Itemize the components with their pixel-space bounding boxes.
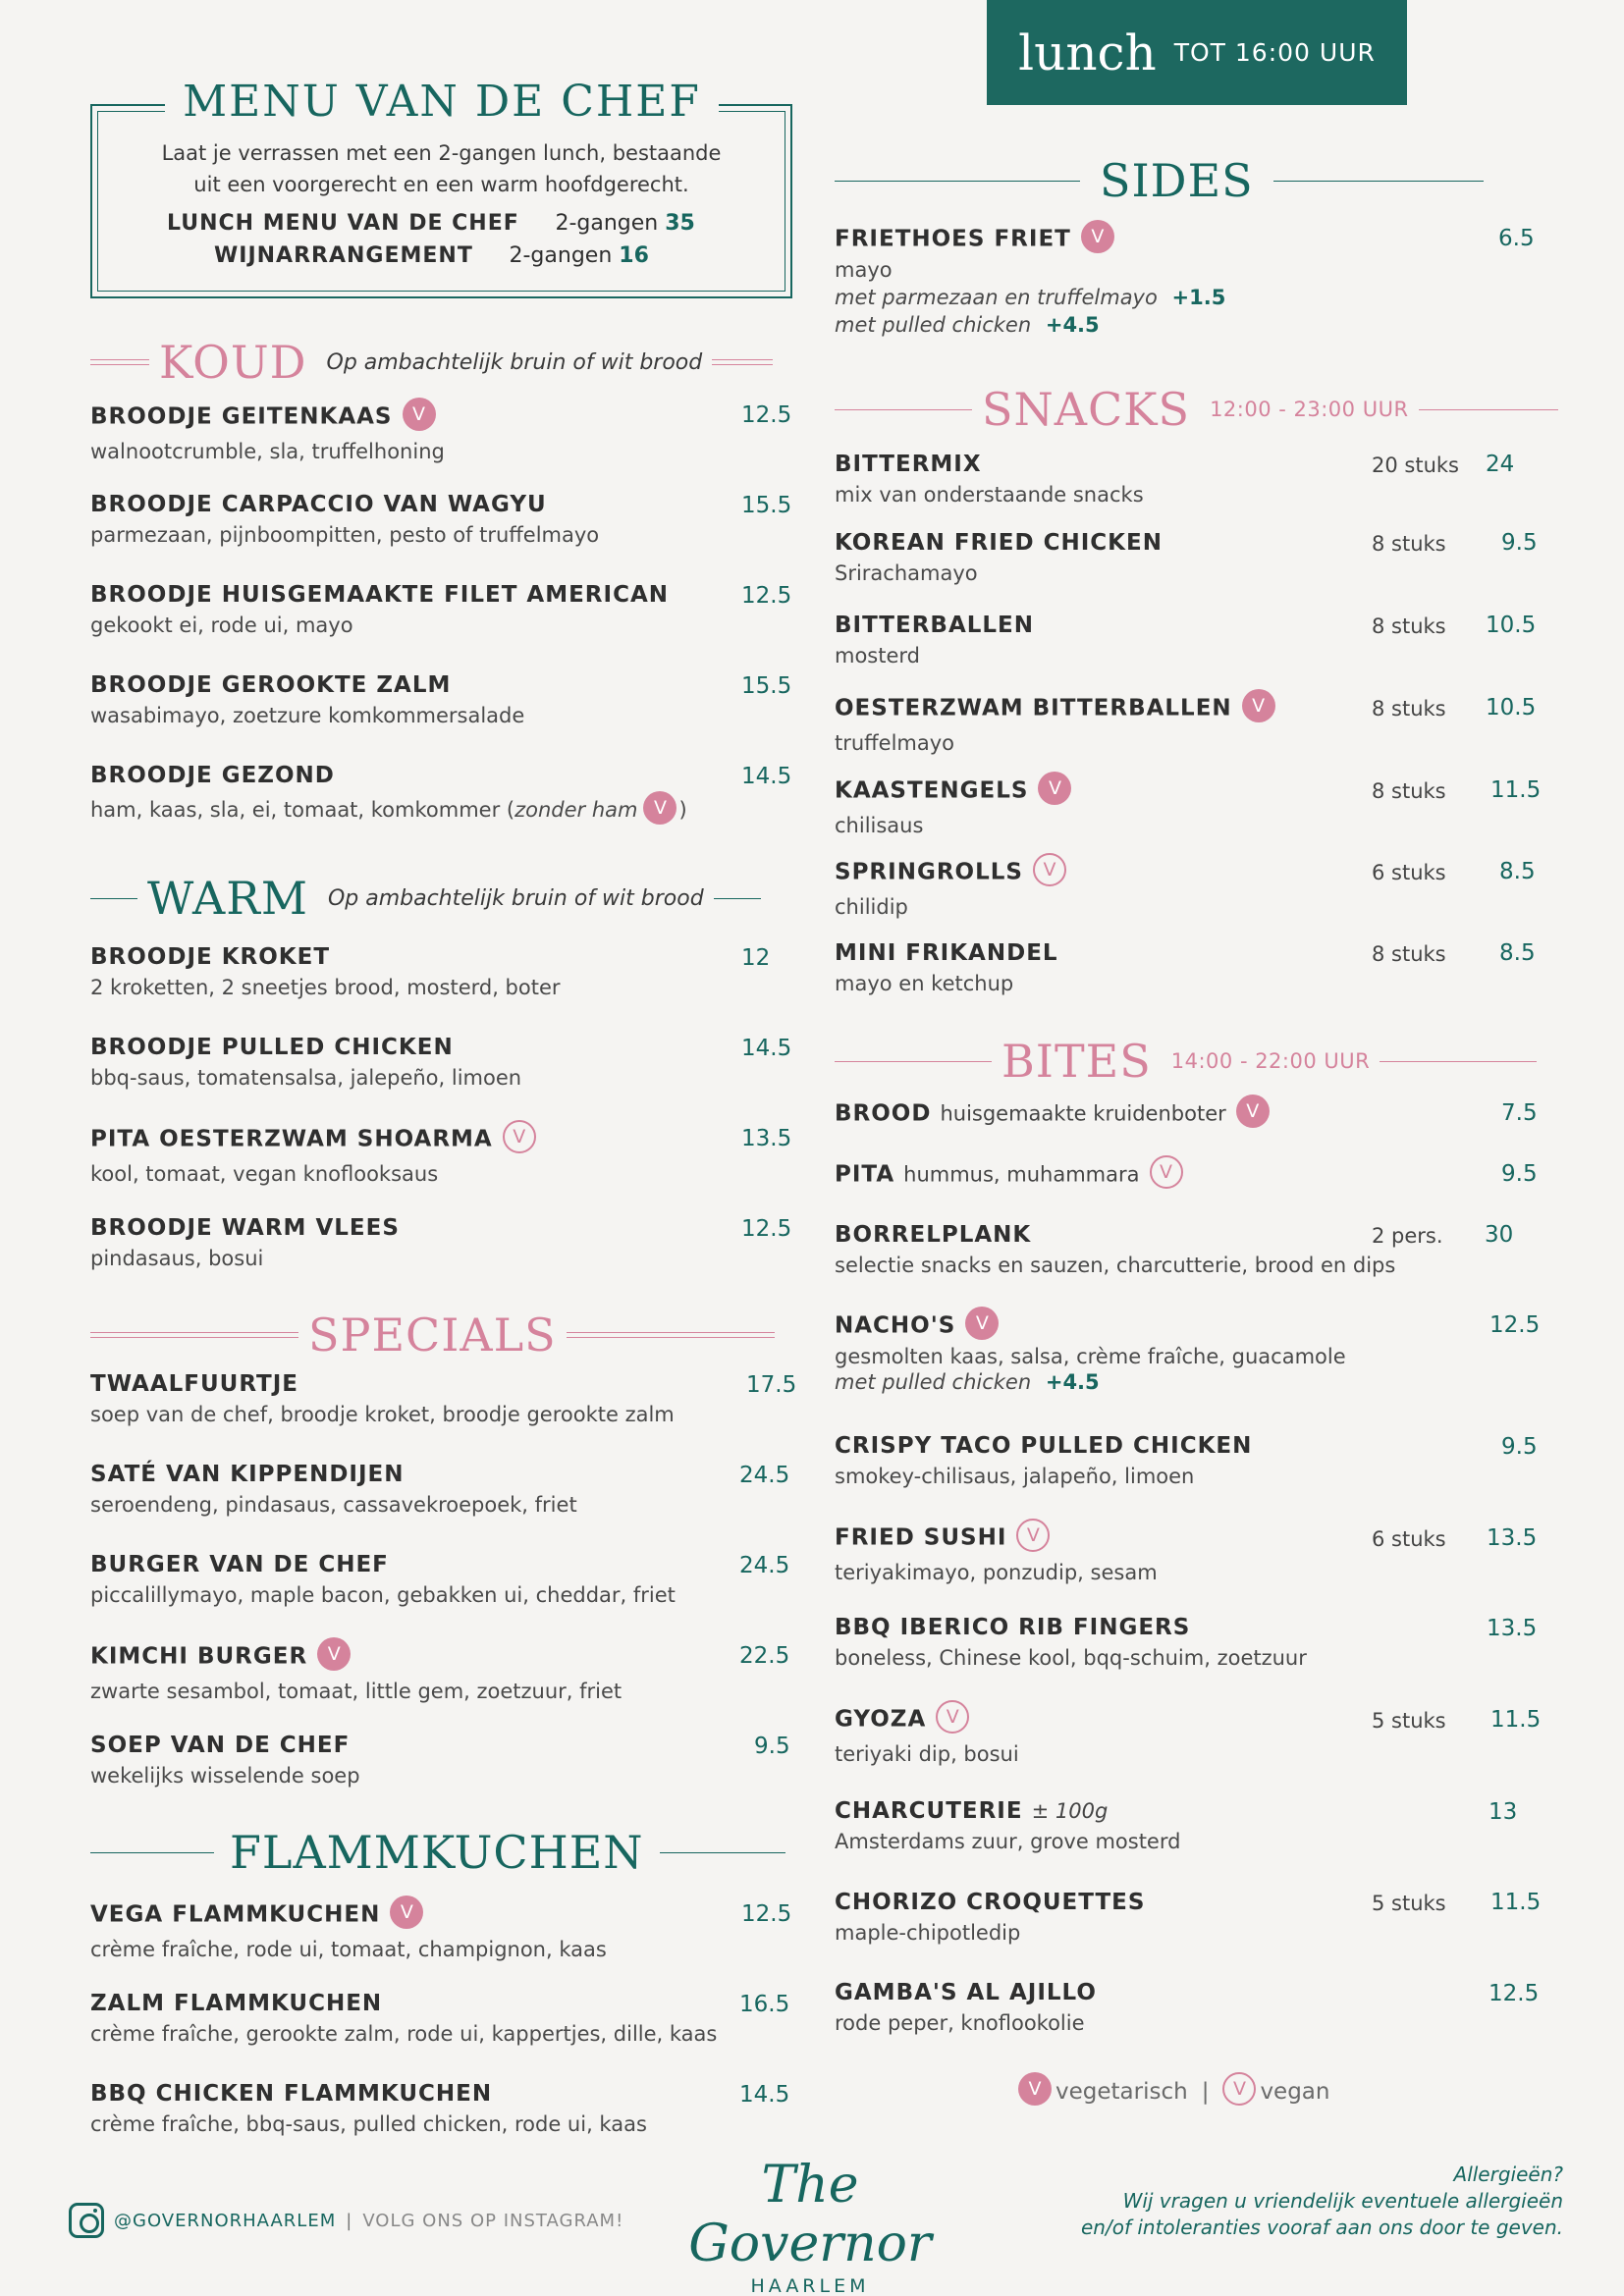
vegetarian-icon: V: [1038, 772, 1071, 805]
vegan-icon: V: [936, 1700, 969, 1734]
item-price: 8.5: [1499, 940, 1536, 966]
list-item: KOREAN FRIED CHICKEN Srirachamayo: [835, 530, 1163, 585]
item-quantity: 8 stuks: [1372, 942, 1446, 966]
item-price: 12.5: [741, 1901, 792, 1927]
vegetarian-icon: V: [1242, 689, 1275, 722]
list-item: NACHO'S V gesmolten kaas, salsa, crème fraîche, guacamole met pulled chicken +4.5: [835, 1309, 1346, 1394]
section-warm: [90, 872, 761, 925]
item-price: 24.5: [739, 1553, 790, 1578]
section-warm-note: Op ambachtelijk bruin of wit brood: [327, 885, 704, 911]
footer-separator: |: [346, 2210, 353, 2231]
vegetarian-icon: V: [643, 791, 677, 825]
item-price: 15.5: [741, 493, 792, 518]
list-item: SOEP VAN DE CHEF wekelijks wisselende soep: [90, 1733, 360, 1788]
governor-logo: [668, 2156, 952, 2296]
list-item: BROODJE GEROOKTE ZALM wasabimayo, zoetzure komkommersalade: [90, 672, 525, 727]
item-price: 14.5: [741, 1036, 792, 1061]
instagram-icon: [69, 2203, 104, 2238]
list-item: BBQ IBERICO RIB FINGERS boneless, Chinese kool, bqq-schuim, zoetzuur: [835, 1615, 1307, 1670]
list-item: BROODJE CARPACCIO VAN WAGYU parmezaan, pijnboompitten, pesto of truffelmayo: [90, 492, 600, 547]
list-item: SATÉ VAN KIPPENDIJEN seroendeng, pindasaus, cassavekroepoek, friet: [90, 1462, 577, 1517]
section-snacks-title: SNACKS: [982, 383, 1191, 436]
item-price: 17.5: [746, 1372, 797, 1398]
list-item: VEGA FLAMMKUCHEN V crème fraîche, rode ui, tomaat, champignon, kaas: [90, 1898, 607, 1961]
item-price: 12: [741, 945, 771, 971]
vegetarian-icon: V: [965, 1307, 999, 1340]
vegetarian-icon: V: [403, 398, 436, 431]
list-item: MINI FRIKANDEL mayo en ketchup: [835, 940, 1058, 995]
item-price: 12.5: [741, 402, 792, 428]
item-price: 9.5: [754, 1734, 790, 1759]
item-price: 13.5: [1487, 1525, 1538, 1551]
logo-city: HAARLEM: [750, 2275, 870, 2296]
item-quantity: 2 pers.: [1372, 1224, 1443, 1248]
section-koud-note: Op ambachtelijk bruin of wit brood: [326, 349, 703, 375]
list-item: FRIETHOES FRIET V mayo met parmezaan en truffelmayo +1.5 met pulled chicken +4.5: [835, 223, 1225, 337]
list-item: TWAALFUURTJE soep van de chef, broodje kroket, broodje gerookte zalm: [90, 1371, 675, 1426]
list-item: FRIED SUSHI V teriyakimayo, ponzudip, sesam: [835, 1522, 1158, 1584]
list-item: BBQ CHICKEN FLAMMKUCHEN crème fraîche, bbq-saus, pulled chicken, rode ui, kaas: [90, 2081, 647, 2136]
item-price: 12.5: [741, 1216, 792, 1242]
list-item: KAASTENGELS V chilisaus: [835, 774, 1071, 837]
item-price: 22.5: [739, 1643, 790, 1669]
vegan-icon: V: [1016, 1519, 1050, 1552]
vegetarian-icon: V: [390, 1896, 423, 1929]
section-bites-title: BITES: [1001, 1035, 1152, 1088]
list-item: CHORIZO CROQUETTES maple-chipotledip: [835, 1890, 1146, 1945]
item-price: 13: [1489, 1799, 1518, 1825]
list-item: BITTERMIX mix van onderstaande snacks: [835, 452, 1144, 507]
section-bites-hours: 14:00 - 22:00 UUR: [1170, 1049, 1371, 1073]
vegan-icon: V: [1222, 2072, 1256, 2106]
section-koud-title: KOUD: [159, 336, 307, 389]
vegetarian-icon: V: [1018, 2072, 1052, 2106]
item-price: 15.5: [741, 673, 792, 699]
item-price: 6.5: [1498, 226, 1535, 251]
legend-separator: |: [1201, 2079, 1210, 2105]
item-price: 10.5: [1486, 613, 1537, 638]
chef-row-wine: WIJNARRANGEMENT 2-gangen 16: [214, 243, 649, 268]
vegetarian-icon: V: [317, 1637, 351, 1671]
list-item: BITTERBALLEN mosterd: [835, 613, 1035, 667]
vegetarian-icon: V: [1081, 220, 1114, 253]
item-price: 14.5: [741, 764, 792, 789]
item-price: 9.5: [1501, 1161, 1538, 1187]
list-item: BROODJE GEITENKAAS V walnootcrumble, sla, truffelhoning: [90, 400, 445, 463]
item-quantity: 6 stuks: [1372, 1527, 1446, 1551]
list-item: BROODJE HUISGEMAAKTE FILET AMERICAN gekookt ei, rode ui, mayo: [90, 582, 669, 637]
item-price: 9.5: [1501, 530, 1538, 556]
item-quantity: 6 stuks: [1372, 861, 1446, 884]
section-specials: [90, 1308, 775, 1362]
list-item: BORRELPLANK selectie snacks en sauzen, charcutterie, brood en dips: [835, 1222, 1396, 1277]
list-item: BROODJE KROKET 2 kroketten, 2 sneetjes brood, mosterd, boter: [90, 944, 561, 999]
logo-name: The Governor: [688, 2156, 932, 2273]
list-item: BROODJE PULLED CHICKEN bbq-saus, tomatensalsa, jalepeño, limoen: [90, 1035, 522, 1090]
item-price: 9.5: [1501, 1434, 1538, 1460]
item-quantity: 5 stuks: [1372, 1709, 1446, 1733]
item-quantity: 8 stuks: [1372, 532, 1446, 556]
section-sides: [835, 154, 1484, 207]
section-warm-title: WARM: [147, 872, 308, 925]
list-item: GYOZA V teriyaki dip, bosui: [835, 1703, 1019, 1766]
instagram-handle: @GOVERNORHAARLEM: [114, 2210, 337, 2231]
list-item: CHARCUTERIE ± 100g Amsterdams zuur, grove mosterd: [835, 1798, 1181, 1853]
vegan-icon: V: [1033, 853, 1066, 886]
item-price: 7.5: [1501, 1100, 1538, 1126]
list-item: GAMBA'S AL AJILLO rode peper, knoflookolie: [835, 1980, 1097, 2035]
item-quantity: 8 stuks: [1372, 779, 1446, 803]
list-item: BROODJE WARM VLEES pindasaus, bosui: [90, 1215, 400, 1270]
list-item: BURGER VAN DE CHEF piccalillymayo, maple bacon, gebakken ui, cheddar, friet: [90, 1552, 676, 1607]
item-price: 12.5: [1489, 1981, 1540, 2006]
item-price: 16.5: [739, 1992, 790, 2017]
item-price: 14.5: [739, 2082, 790, 2108]
list-item: PITA hummus, muhammara V: [835, 1158, 1183, 1192]
section-bites: [835, 1035, 1537, 1088]
item-price: 12.5: [1489, 1312, 1541, 1338]
instagram-link[interactable]: [69, 2203, 623, 2238]
list-item: PITA OESTERZWAM SHOARMA V kool, tomaat, vegan knoflooksaus: [90, 1123, 536, 1186]
item-price: 24: [1486, 452, 1515, 477]
section-specials-title: SPECIALS: [308, 1308, 557, 1362]
item-quantity: 20 stuks: [1372, 454, 1459, 477]
section-snacks: [835, 383, 1558, 436]
diet-legend: [1018, 2075, 1329, 2109]
item-price: 11.5: [1490, 777, 1542, 803]
list-item: CRISPY TACO PULLED CHICKEN smokey-chilisaus, jalapeño, limoen: [835, 1433, 1253, 1488]
section-flammkuchen-title: FLAMMKUCHEN: [230, 1826, 644, 1879]
chef-menu-box: [90, 104, 792, 298]
item-price: 24.5: [739, 1463, 790, 1488]
chef-menu-title: MENU VAN DE CHEF: [0, 77, 884, 127]
chef-menu-intro: Laat je verrassen met een 2-gangen lunch, bestaande uit een voorgerecht en een warm hoofdgerecht.: [161, 141, 722, 196]
list-item: SPRINGROLLS V chilidip: [835, 856, 1066, 919]
item-price: 13.5: [741, 1126, 792, 1151]
list-item: OESTERZWAM BITTERBALLEN V truffelmayo: [835, 692, 1275, 755]
item-price: 11.5: [1490, 1707, 1542, 1733]
lunch-hours: TOT 16:00 UUR: [1173, 38, 1376, 67]
item-price: 13.5: [1487, 1616, 1538, 1641]
vegan-icon: V: [1150, 1155, 1183, 1189]
allergy-notice: Allergieën? Wij vragen u vriendelijk eventuele allergieën en/of intoleranties vooraf aan ons door te geven.: [1080, 2163, 1563, 2239]
item-quantity: 8 stuks: [1372, 614, 1446, 638]
section-sides-title: SIDES: [1100, 154, 1254, 207]
list-item: BROODJE GEZOND ham, kaas, sla, ei, tomaat, komkommer (zonder ham V ): [90, 763, 687, 828]
item-price: 11.5: [1490, 1890, 1542, 1915]
lunch-header: [987, 0, 1407, 105]
list-item: ZALM FLAMMKUCHEN crème fraîche, gerookte zalm, rode ui, kappertjes, dille, kaas: [90, 1991, 718, 2046]
section-snacks-hours: 12:00 - 23:00 UUR: [1210, 398, 1409, 421]
lunch-title: lunch: [1018, 24, 1157, 81]
vegan-icon: V: [503, 1120, 536, 1153]
legend-vegan: vegan: [1260, 2079, 1330, 2105]
item-price: 10.5: [1486, 695, 1537, 721]
list-item: BROOD huisgemaakte kruidenboter V: [835, 1097, 1270, 1131]
section-koud: [90, 336, 773, 389]
item-price: 12.5: [741, 583, 792, 609]
instagram-follow-text: VOLG ONS OP INSTAGRAM!: [362, 2210, 624, 2231]
item-price: 8.5: [1499, 859, 1536, 884]
legend-vegetarian: vegetarisch: [1056, 2079, 1188, 2105]
chef-row-lunch: LUNCH MENU VAN DE CHEF 2-gangen 35: [167, 211, 695, 236]
item-quantity: 5 stuks: [1372, 1892, 1446, 1915]
vegetarian-icon: V: [1236, 1095, 1270, 1128]
list-item: KIMCHI BURGER V zwarte sesambol, tomaat, little gem, zoetzuur, friet: [90, 1640, 622, 1703]
item-quantity: 8 stuks: [1372, 697, 1446, 721]
section-flammkuchen: [90, 1826, 785, 1879]
item-price: 30: [1485, 1222, 1514, 1248]
